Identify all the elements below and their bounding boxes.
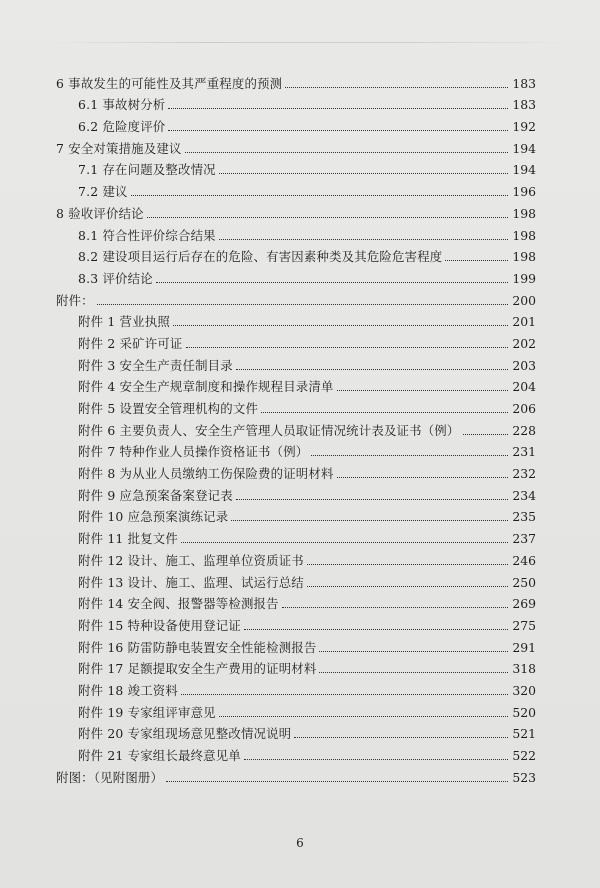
dot-leader bbox=[219, 172, 508, 174]
toc-entry-page-number: 521 bbox=[512, 726, 536, 742]
dot-leader bbox=[156, 281, 508, 283]
dot-leader bbox=[319, 650, 508, 652]
dot-leader bbox=[173, 324, 508, 326]
toc-entry bbox=[56, 633, 536, 655]
dot-leader bbox=[186, 346, 509, 348]
toc-entry-title: 6.1 事故树分析 bbox=[78, 97, 166, 113]
toc-entry-page-number: 234 bbox=[512, 487, 536, 503]
toc-entry bbox=[56, 112, 536, 134]
dot-leader bbox=[131, 194, 508, 196]
toc-entry-page-number: 320 bbox=[512, 682, 536, 698]
toc-entry-title: 附件 4 安全生产规章制度和操作规程目录清单 bbox=[78, 379, 334, 395]
toc-entry-title: 附件 6 主要负责人、安全生产管理人员取证情况统计表及证书（例） bbox=[78, 422, 460, 438]
dot-leader bbox=[463, 433, 509, 435]
toc-entry-page-number: 198 bbox=[512, 227, 536, 243]
toc-entry-page-number: 246 bbox=[512, 552, 536, 568]
toc-entry-page-number: 199 bbox=[512, 270, 536, 286]
dot-leader bbox=[181, 541, 508, 543]
scan-artifact-line bbox=[40, 42, 580, 43]
toc-entry-title: 附件 14 安全阀、报警器等检测报告 bbox=[78, 596, 279, 612]
toc-entry-title: 附件 18 竣工资料 bbox=[78, 682, 178, 698]
toc-entry-title: 7.2 建议 bbox=[78, 184, 128, 200]
toc-entry bbox=[56, 177, 536, 199]
toc-entry-title: 附件 15 特种设备使用登记证 bbox=[78, 617, 241, 633]
dot-leader bbox=[311, 454, 508, 456]
dot-leader bbox=[236, 368, 508, 370]
toc-entry bbox=[56, 69, 536, 91]
toc-entry-title: 附件 20 专家组现场意见整改情况说明 bbox=[78, 726, 292, 742]
toc-entry bbox=[56, 134, 536, 156]
toc-entry-page-number: 194 bbox=[512, 140, 536, 156]
table-of-contents bbox=[56, 69, 536, 785]
toc-entry-page-number: 183 bbox=[512, 75, 536, 91]
toc-entry bbox=[56, 698, 536, 720]
toc-entry bbox=[56, 503, 536, 525]
toc-entry-page-number: 275 bbox=[512, 617, 536, 633]
toc-entry-page-number: 200 bbox=[512, 292, 536, 308]
toc-entry-page-number: 520 bbox=[512, 704, 536, 720]
toc-entry-title: 7 安全对策措施及建议 bbox=[56, 140, 182, 156]
dot-leader bbox=[261, 411, 508, 413]
toc-entry bbox=[56, 546, 536, 568]
toc-entry-title: 6 事故发生的可能性及其严重程度的预测 bbox=[56, 75, 283, 91]
dot-leader bbox=[337, 389, 508, 391]
toc-entry-page-number: 523 bbox=[512, 769, 536, 785]
toc-entry-title: 附件 19 专家组评审意见 bbox=[78, 704, 216, 720]
dot-leader bbox=[285, 86, 508, 88]
dot-leader bbox=[231, 519, 508, 521]
toc-entry bbox=[56, 156, 536, 178]
dot-leader bbox=[337, 476, 508, 478]
toc-entry-title: 附图：（见附图册） bbox=[56, 769, 164, 785]
toc-entry-page-number: 201 bbox=[512, 314, 536, 330]
toc-entry-title: 附件 9 应急预案备案登记表 bbox=[78, 487, 233, 503]
toc-entry bbox=[56, 329, 536, 351]
toc-entry bbox=[56, 351, 536, 373]
toc-entry-title: 附件 2 采矿许可证 bbox=[78, 335, 183, 351]
toc-entry bbox=[56, 221, 536, 243]
toc-entry bbox=[56, 590, 536, 612]
toc-entry bbox=[56, 91, 536, 113]
page-number: 6 bbox=[296, 836, 304, 850]
toc-entry bbox=[56, 394, 536, 416]
toc-entry-page-number: 204 bbox=[512, 379, 536, 395]
toc-entry-title: 附件 17 足额提取安全生产费用的证明材料 bbox=[78, 661, 317, 677]
dot-leader bbox=[219, 715, 508, 717]
toc-entry-page-number: 192 bbox=[512, 119, 536, 135]
toc-entry bbox=[56, 308, 536, 330]
toc-entry-page-number: 198 bbox=[512, 249, 536, 265]
toc-entry-title: 附件 1 营业执照 bbox=[78, 314, 170, 330]
toc-entry bbox=[56, 264, 536, 286]
dot-leader bbox=[319, 671, 508, 673]
toc-entry bbox=[56, 611, 536, 633]
toc-entry-page-number: 203 bbox=[512, 357, 536, 373]
dot-leader bbox=[185, 151, 508, 153]
toc-entry-page-number: 237 bbox=[512, 531, 536, 547]
toc-entry-title: 附件 8 为从业人员缴纳工伤保险费的证明材料 bbox=[78, 466, 334, 482]
toc-entry-page-number: 196 bbox=[512, 184, 536, 200]
toc-entry bbox=[56, 416, 536, 438]
dot-leader bbox=[147, 216, 508, 218]
toc-entry-page-number: 318 bbox=[512, 661, 536, 677]
dot-leader bbox=[166, 780, 508, 782]
toc-entry-title: 6.2 危险度评价 bbox=[78, 119, 166, 135]
toc-entry bbox=[56, 286, 536, 308]
dot-leader bbox=[445, 259, 508, 261]
toc-entry bbox=[56, 373, 536, 395]
dot-leader bbox=[244, 758, 508, 760]
toc-entry bbox=[56, 676, 536, 698]
toc-entry-title: 附件： bbox=[56, 292, 94, 308]
toc-entry bbox=[56, 741, 536, 763]
toc-entry-page-number: 183 bbox=[512, 97, 536, 113]
dot-leader bbox=[307, 585, 508, 587]
dot-leader bbox=[168, 129, 508, 131]
toc-entry-title: 附件 5 设置安全管理机构的文件 bbox=[78, 401, 259, 416]
toc-entry-title: 附件 13 设计、施工、监理、试运行总结 bbox=[78, 574, 304, 590]
toc-entry-page-number: 291 bbox=[512, 639, 536, 655]
toc-entry bbox=[56, 568, 536, 590]
dot-leader bbox=[219, 238, 508, 240]
toc-entry-title: 附件 10 应急预案演练记录 bbox=[78, 509, 229, 525]
toc-entry-page-number: 206 bbox=[512, 401, 536, 416]
toc-entry-title: 8.2 建设项目运行后存在的危险、有害因素种类及其危险危害程度 bbox=[78, 249, 443, 265]
toc-entry-title: 附件 7 特种作业人员操作资格证书（例） bbox=[78, 444, 309, 460]
toc-entry-title: 附件 12 设计、施工、监理单位资质证书 bbox=[78, 552, 304, 568]
dot-leader bbox=[236, 498, 508, 500]
toc-entry bbox=[56, 199, 536, 221]
toc-entry-page-number: 232 bbox=[512, 466, 536, 482]
toc-entry-page-number: 250 bbox=[512, 574, 536, 590]
toc-entry-title: 附件 16 防雷防静电装置安全性能检测报告 bbox=[78, 639, 317, 655]
dot-leader bbox=[181, 693, 508, 695]
dot-leader bbox=[168, 107, 508, 109]
toc-entry bbox=[56, 524, 536, 546]
toc-entry-title: 8.1 符合性评价综合结果 bbox=[78, 227, 216, 243]
toc-entry-page-number: 522 bbox=[512, 748, 536, 763]
dot-leader bbox=[307, 563, 508, 565]
toc-entry bbox=[56, 243, 536, 265]
toc-entry-title: 附件 21 专家组长最终意见单 bbox=[78, 748, 241, 763]
toc-entry-title: 附件 3 安全生产责任制目录 bbox=[78, 357, 233, 373]
dot-leader bbox=[244, 628, 508, 630]
toc-entry-page-number: 202 bbox=[512, 335, 536, 351]
toc-entry bbox=[56, 763, 536, 785]
dot-leader bbox=[294, 736, 508, 738]
toc-entry bbox=[56, 720, 536, 742]
toc-entry bbox=[56, 459, 536, 481]
toc-entry-page-number: 269 bbox=[512, 596, 536, 612]
toc-entry-title: 8.3 评价结论 bbox=[78, 270, 153, 286]
toc-entry-title: 附件 11 批复文件 bbox=[78, 531, 178, 547]
dot-leader bbox=[282, 606, 508, 608]
toc-entry-page-number: 231 bbox=[512, 444, 536, 460]
toc-entry bbox=[56, 655, 536, 677]
toc-entry-title: 7.1 存在问题及整改情况 bbox=[78, 162, 216, 178]
toc-entry-page-number: 228 bbox=[512, 422, 536, 438]
toc-entry bbox=[56, 481, 536, 503]
dot-leader bbox=[97, 303, 508, 305]
toc-entry bbox=[56, 438, 536, 460]
toc-entry-page-number: 235 bbox=[512, 509, 536, 525]
toc-entry-title: 8 验收评价结论 bbox=[56, 205, 144, 221]
toc-entry-page-number: 194 bbox=[512, 162, 536, 178]
toc-entry-page-number: 198 bbox=[512, 205, 536, 221]
